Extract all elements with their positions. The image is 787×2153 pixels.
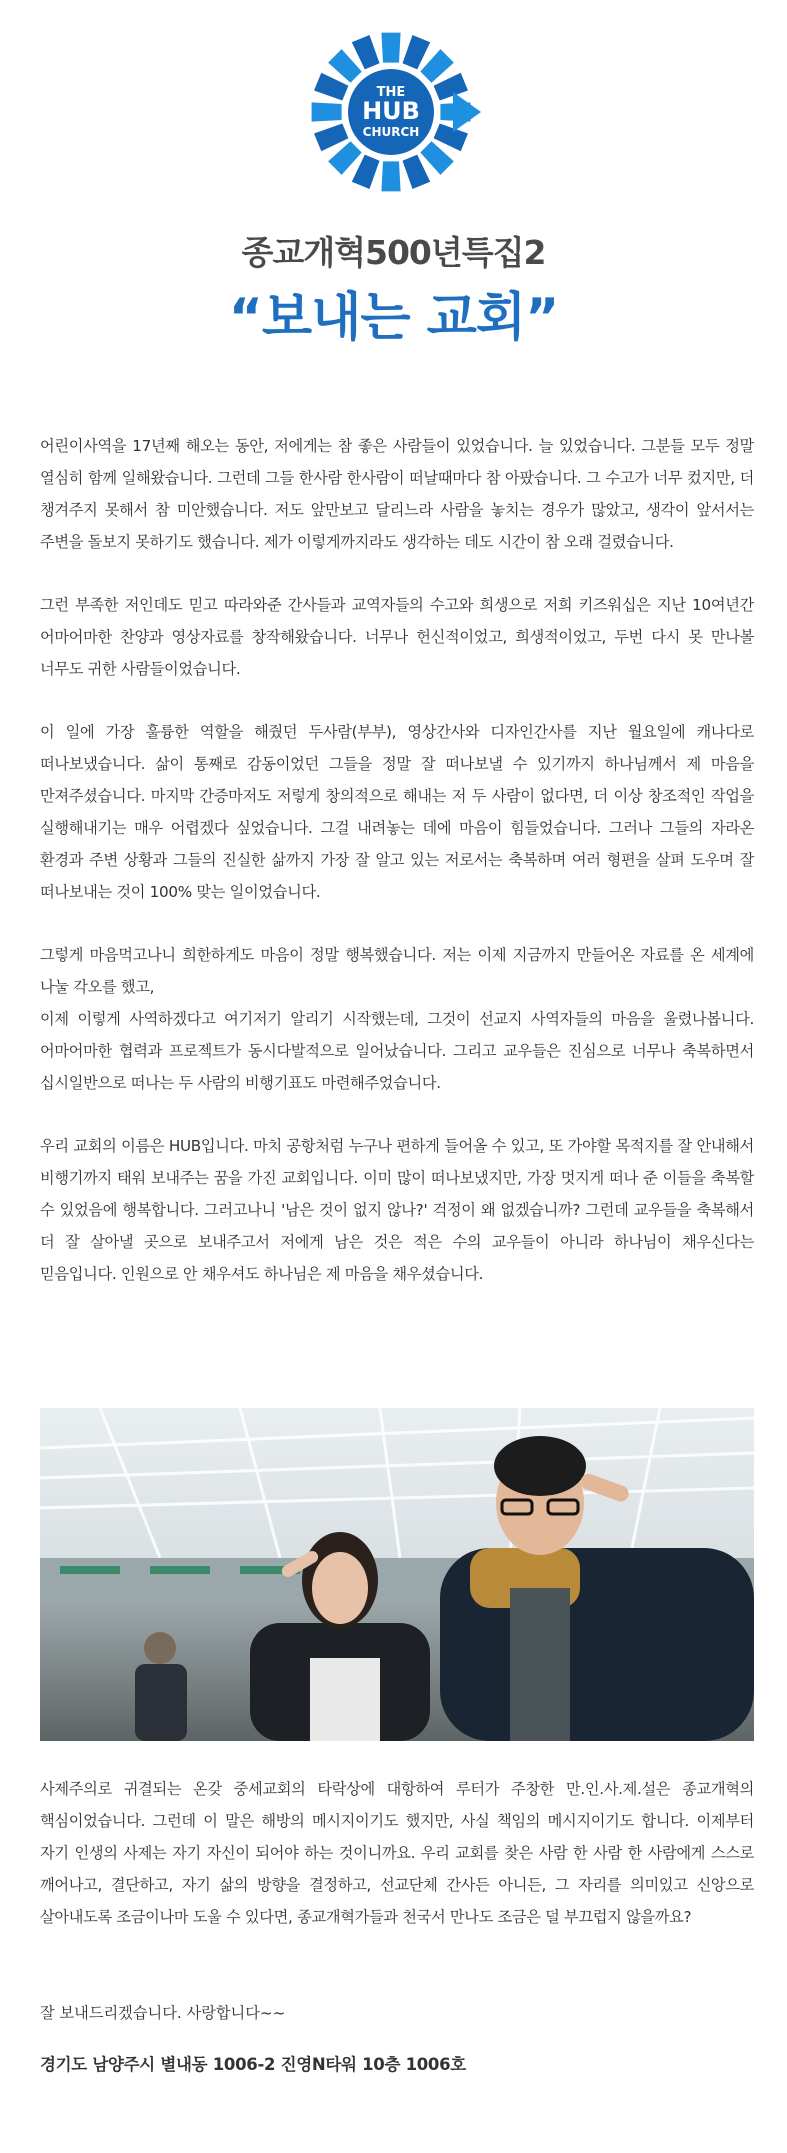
logo-ray [420, 141, 454, 175]
paragraph: 우리 교회의 이름은 HUB입니다. 마치 공항처럼 누구나 편하게 들어올 수 있고, 또 가야할 목적지를 잘 안내해서 비행기까지 태워 보내주는 꿈을 가진 교회입니다. 이미 많이 떠나보냈지만, 가장 멋지게 떠나 준 이들을 축복할 수 있었음에 행복합니다. 그러고나니 '남은 것이 없지 않나?' 걱정이 왜 없겠습니까? 그런데 교우들을 축복해서 더 잘 살아낼 곳으로 보내주고서 저에게 남은 것은 적은 수의 교우들이 아니라 하나님이 채우신다는 믿음입니다. 인원으로 안 채우셔도 하나님은 제 마음을 채우셨습니다. [40, 1137, 754, 1283]
logo-ray [403, 35, 431, 69]
logo-ray [381, 161, 400, 191]
airport-farewell-photo-icon [40, 1408, 754, 1741]
logo-line1: THE [376, 85, 406, 100]
hub-church-sun-logo-icon [303, 22, 483, 202]
logo-ray [352, 35, 380, 69]
article-body [40, 430, 754, 1321]
logo-ray [314, 124, 348, 152]
logo-ray [434, 73, 468, 101]
article-body-continued [40, 1773, 754, 1957]
paragraph: 이 일에 가장 훌륭한 역할을 해줬던 두사람(부부), 영상간사와 디자인간사를 지난 월요일에 캐나다로 떠나보냈습니다. 삶이 통째로 감동이었던 그들을 정말 잘 떠나보낼 수 있기까지 하나님께서 제 마음을 만져주셨습니다. 마지막 간증마저도 저렇게 창의적으로 해내는 저 두 사람이 없다면, 더 이상 창조적인 작업을 실행해내기는 매우 어렵겠다 싶었습니다. 그걸 내려놓는 데에 마음이 힘들었습니다. 그러나 그들의 자라온 환경과 주변 상황과 그들의 진실한 삶까지 가장 잘 알고 있는 저로서는 축복하며 여러 형편을 살펴 도우며 잘 떠나보내는 것이 100% 맞는 일이었습니다. [40, 723, 754, 901]
hub-church-logo [303, 22, 483, 202]
paragraph: 그렇게 마음먹고나니 희한하게도 마음이 정말 행복했습니다. 저는 이제 지금까지 만들어온 자료를 온 세계에 나눌 각오를 했고, 이제 이렇게 사역하겠다고 여기저기 알리기 시작했는데, 그것이 선교지 사역자들의 마음을 울렸나봅니다. 어마어마한 협력과 프로젝트가 동시다발적으로 일어났습니다. 그리고 교우들은 진심으로 너무나 축복하면서 십시일반으로 떠나는 두 사람의 비행기표도 마련해주었습니다. [40, 946, 754, 1092]
logo-ray [328, 49, 362, 83]
logo-ray [434, 124, 468, 152]
logo-ray [314, 73, 348, 101]
airport-farewell-photo [40, 1408, 754, 1741]
page-title: “보내는 교회” [228, 288, 559, 348]
church-address: 경기도 남양주시 별내동 1006-2 진영N타워 10층 1006호 [40, 2055, 466, 2074]
subtitle: 종교개혁500년특집2 [241, 233, 546, 272]
logo-line2: HUB [362, 97, 420, 125]
logo-ray [381, 33, 400, 63]
logo-arrow [453, 92, 481, 132]
logo-line3: CHURCH [362, 125, 420, 139]
logo-ray [352, 155, 380, 189]
logo-ray [403, 155, 431, 189]
logo-ray [420, 49, 454, 83]
closing-line: 잘 보내드리겠습니다. 사랑합니다~~ [40, 2004, 286, 2022]
paragraph: 사제주의로 귀결되는 온갖 중세교회의 타락상에 대항하여 루터가 주창한 만.인.사.제.설은 종교개혁의 핵심이었습니다. 그런데 이 말은 해방의 메시지이기도 했지만, 사실 책임의 메시지이기도 합니다. 이제부터 자기 인생의 사제는 자기 자신이 되어야 하는 것이니까요. 우리 교회를 찾은 사람 한 사람 한 사람에게 스스로 깨어나고, 결단하고, 자기 삶의 방향을 결정하고, 선교단체 간사든 아니든, 그 자리를 의미있고 신앙으로 살아내도록 조금이나마 도울 수 있다면, 종교개혁가들과 천국서 만나도 조금은 덜 부끄럽지 않을까요? [40, 1780, 754, 1926]
paragraph: 그런 부족한 저인데도 믿고 따라와준 간사들과 교역자들의 수고와 희생으로 저희 키즈워십은 지난 10여년간 어마어마한 찬양과 영상자료를 창작해왔습니다. 너무나 헌신적이었고, 희생적이었고, 두번 다시 못 만나볼 너무도 귀한 사람들이었습니다. [40, 596, 754, 678]
logo-ray [312, 102, 342, 121]
logo-ray [328, 141, 362, 175]
paragraph: 어린이사역을 17년째 해오는 동안, 저에게는 참 좋은 사람들이 있었습니다. 늘 있었습니다. 그분들 모두 정말 열심히 함께 일해왔습니다. 그런데 그들 한사람 한사람이 떠날때마다 참 아팠습니다. 그 수고가 너무 컸지만, 더 챙겨주지 못해서 참 미안했습니다. 저도 앞만보고 달리느라 사람을 놓치는 경우가 많았고, 생각이 앞서서는 주변을 돌보지 못하기도 했습니다. 제가 이렇게까지라도 생각하는 데도 시간이 참 오래 걸렸습니다. [40, 437, 754, 551]
